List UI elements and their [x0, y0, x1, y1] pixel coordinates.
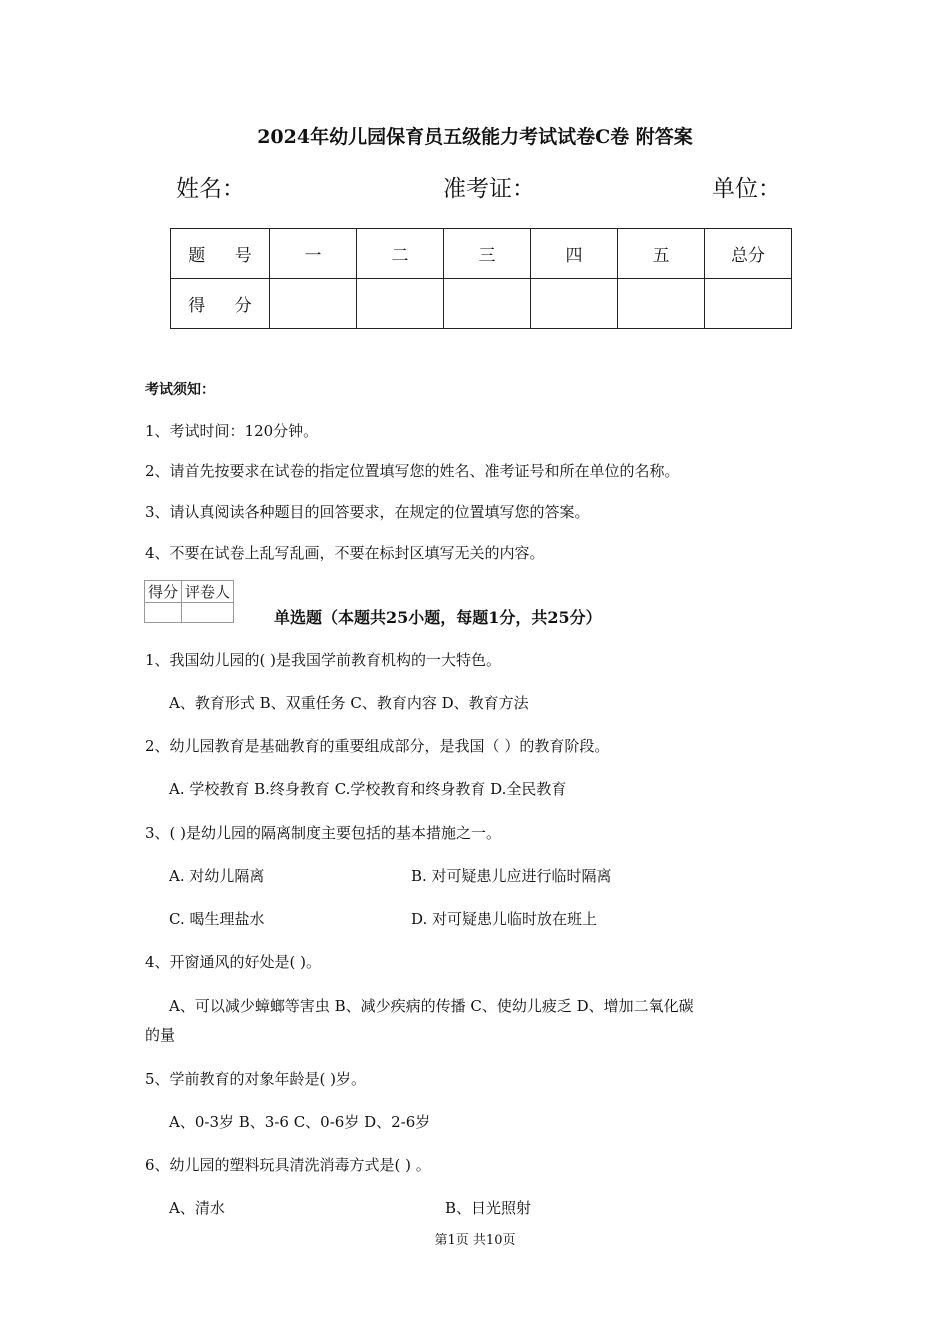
exam-id-label: 准考证： [443, 176, 535, 202]
question-4-options-wrap: 的量 [145, 1026, 176, 1044]
section-title: 单选题（本题共25小题，每题1分，共25分） [274, 608, 602, 627]
header-cell-5: 五 [618, 229, 705, 279]
note-item: 1、考试时间：120分钟。 [145, 422, 319, 440]
question-1-stem: 1、我国幼儿园的( )是我国学前教育机构的一大特色。 [145, 651, 502, 669]
score-cell-3[interactable] [444, 279, 531, 329]
question-3-option-a: A. 对幼儿隔离 [169, 867, 265, 885]
score-cell-4[interactable] [531, 279, 618, 329]
name-label: 姓名： [176, 176, 245, 202]
header-cell-4: 四 [531, 229, 618, 279]
page-footer: 第1页 共10页 [434, 1233, 516, 1248]
question-4-options: A、可以减少蟑螂等害虫 B、减少疾病的传播 C、使幼儿疲乏 D、增加二氧化碳 [169, 997, 694, 1015]
question-6-stem: 6、幼儿园的塑料玩具清洗消毒方式是( ) 。 [145, 1156, 431, 1174]
header-cell-3: 三 [444, 229, 531, 279]
score-cell-5[interactable] [618, 279, 705, 329]
notes-heading: 考试须知： [145, 382, 215, 398]
grader-score-cell[interactable] [145, 603, 182, 623]
question-4-stem: 4、开窗通风的好处是( )。 [145, 953, 322, 971]
grader-score-label: 得分 [145, 581, 182, 603]
score-table [170, 228, 792, 329]
note-item: 2、请首先按要求在试卷的指定位置填写您的姓名、准考证号和所在单位的名称。 [145, 462, 680, 480]
unit-label: 单位： [712, 176, 781, 202]
question-2-options: A. 学校教育 B.终身教育 C.学校教育和终身教育 D.全民教育 [169, 780, 567, 798]
note-item: 4、不要在试卷上乱写乱画，不要在标封区填写无关的内容。 [145, 544, 545, 562]
question-3-option-d: D. 对可疑患儿临时放在班上 [411, 910, 598, 928]
score-cell-1[interactable] [270, 279, 357, 329]
question-6-option-a: A、清水 [169, 1199, 225, 1217]
question-6-option-b: B、日光照射 [445, 1199, 532, 1217]
header-cell-1: 一 [270, 229, 357, 279]
question-2-stem: 2、幼儿园教育是基础教育的重要组成部分，是我国（ ）的教育阶段。 [145, 737, 610, 755]
question-3-option-b: B. 对可疑患儿应进行临时隔离 [411, 867, 612, 885]
question-5-stem: 5、学前教育的对象年龄是( )岁。 [145, 1070, 367, 1088]
note-item: 3、请认真阅读各种题目的回答要求，在规定的位置填写您的答案。 [145, 503, 590, 521]
grader-reviewer-label: 评卷人 [182, 581, 234, 603]
header-cell-label: 题 号 [171, 229, 270, 279]
score-cell-total[interactable] [705, 279, 792, 329]
question-3-option-c: C. 喝生理盐水 [169, 910, 265, 928]
question-5-options: A、0-3岁 B、3-6 C、0-6岁 D、2-6岁 [169, 1113, 431, 1131]
score-row-label: 得 分 [171, 279, 270, 329]
score-cell-2[interactable] [357, 279, 444, 329]
grader-reviewer-cell[interactable] [182, 603, 234, 623]
question-1-options: A、教育形式 B、双重任务 C、教育内容 D、教育方法 [169, 694, 529, 712]
question-3-stem: 3、( )是幼儿园的隔离制度主要包括的基本措施之一。 [145, 824, 502, 842]
header-cell-2: 二 [357, 229, 444, 279]
grader-box [144, 580, 234, 623]
score-table-score-row [171, 279, 792, 329]
header-cell-total: 总分 [705, 229, 792, 279]
page-title: 2024年幼儿园保育员五级能力考试试卷C卷 附答案 [257, 126, 693, 148]
score-table-header-row [171, 229, 792, 279]
